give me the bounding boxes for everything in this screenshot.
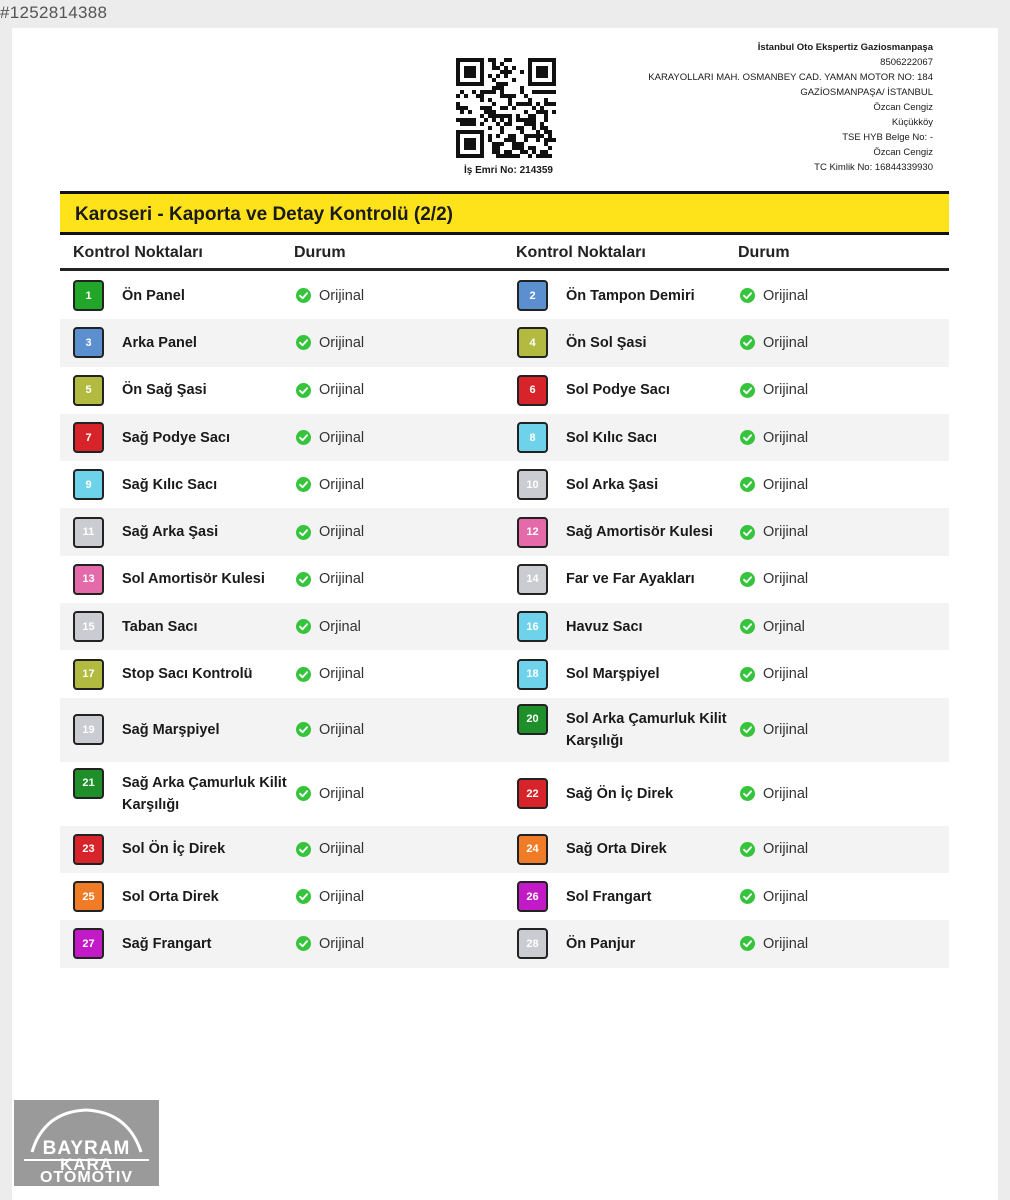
table-row <box>60 826 949 873</box>
company-phone: 8506222067 <box>880 57 933 68</box>
control-point-label: Sol Orta Direk <box>122 888 219 905</box>
table-row <box>60 319 949 366</box>
status-cell <box>740 332 808 354</box>
point-number-badge: 15 <box>73 611 104 642</box>
point-number-badge: 22 <box>517 778 548 809</box>
table-row <box>60 920 949 967</box>
control-point-label: Sol Amortisör Kulesi <box>122 571 265 588</box>
status-cell <box>296 719 364 741</box>
check-circle-icon <box>740 430 755 445</box>
check-circle-icon <box>296 572 311 587</box>
control-point-label: Sağ Frangart <box>122 935 212 952</box>
header-points-right: Kontrol Noktaları <box>516 244 646 261</box>
control-point-label: Sol Marşpiyel <box>566 666 660 683</box>
point-number-badge: 27 <box>73 928 104 959</box>
check-circle-icon <box>296 477 311 492</box>
check-circle-icon <box>740 572 755 587</box>
point-number-badge: 4 <box>517 327 548 358</box>
status-label: Orijinal <box>319 429 365 446</box>
status-label: Orijinal <box>763 287 809 304</box>
status-cell <box>296 933 364 955</box>
status-cell <box>296 427 364 449</box>
control-point-label: Taban Sacı <box>122 618 198 635</box>
control-point-label: Stop Sacı Kontrolü <box>122 666 253 683</box>
table-row <box>60 873 949 920</box>
company-certificate: TSE HYB Belge No: - <box>842 132 933 143</box>
status-label: Orijinal <box>319 524 365 541</box>
check-circle-icon <box>296 889 311 904</box>
status-cell <box>296 616 361 638</box>
check-circle-icon <box>740 786 755 801</box>
control-point-label: Sol Podye Sacı <box>566 382 670 399</box>
table-row <box>60 650 949 697</box>
status-cell <box>296 285 364 307</box>
control-point-label: Arka Panel <box>122 334 197 351</box>
control-point-label: Sağ Marşpiyel <box>122 721 220 738</box>
point-number-badge: 7 <box>73 422 104 453</box>
status-cell <box>296 521 364 543</box>
status-cell <box>740 783 808 805</box>
check-circle-icon <box>740 667 755 682</box>
point-number-badge: 11 <box>73 517 104 548</box>
control-point-label: Sol Kılıc Sacı <box>566 429 658 446</box>
check-circle-icon <box>740 335 755 350</box>
header-divider <box>60 268 949 271</box>
qr-code <box>456 58 556 158</box>
control-point-label: Sağ Kılıc Sacı <box>122 476 218 493</box>
point-number-badge: 25 <box>73 881 104 912</box>
status-label: Orijinal <box>763 666 809 683</box>
point-number-badge: 3 <box>73 327 104 358</box>
point-number-badge: 13 <box>73 564 104 595</box>
status-cell <box>740 427 808 449</box>
check-circle-icon <box>740 889 755 904</box>
control-point-label: Ön Panjur <box>566 935 636 952</box>
status-cell <box>740 886 808 908</box>
company-district: GAZİOSMANPAŞA/ İSTANBUL <box>800 87 933 98</box>
check-circle-icon <box>296 936 311 951</box>
point-number-badge: 28 <box>517 928 548 959</box>
status-label: Orijinal <box>763 334 809 351</box>
check-circle-icon <box>296 667 311 682</box>
status-cell <box>740 379 808 401</box>
point-number-badge: 14 <box>517 564 548 595</box>
check-circle-icon <box>296 722 311 737</box>
check-circle-icon <box>296 335 311 350</box>
company-address: KARAYOLLARI MAH. OSMANBEY CAD. YAMAN MOTOR NO: 184 <box>648 72 933 83</box>
status-label: Orijinal <box>319 666 365 683</box>
point-number-badge: 17 <box>73 659 104 690</box>
check-circle-icon <box>740 288 755 303</box>
control-point-label: Ön Panel <box>122 287 185 304</box>
check-circle-icon <box>740 477 755 492</box>
status-cell <box>296 379 364 401</box>
status-label: Orijinal <box>763 382 809 399</box>
control-point-label: Sağ Arka Şasi <box>122 524 219 541</box>
control-point-label: Sol Ön İç Direk <box>122 841 226 858</box>
control-point-label: Ön Tampon Demiri <box>566 287 695 304</box>
status-label: Orjinal <box>763 618 805 635</box>
logo-line-1: BAYRAM <box>42 1138 131 1159</box>
control-point-label: Sağ Amortisör Kulesi <box>566 524 713 541</box>
status-label: Orijinal <box>319 935 365 952</box>
status-label: Orijinal <box>319 841 365 858</box>
status-cell <box>740 616 805 638</box>
control-point-label: Sağ Podye Sacı <box>122 429 230 446</box>
check-circle-icon <box>740 619 755 634</box>
status-label: Orjinal <box>319 618 361 635</box>
watermark-logo <box>14 1100 159 1186</box>
control-point-label: Sağ Orta Direk <box>566 841 667 858</box>
point-number-badge: 9 <box>73 469 104 500</box>
section-title: Karoseri - Kaporta ve Detay Kontrolü (2/2) <box>75 204 453 225</box>
check-circle-icon <box>296 430 311 445</box>
status-label: Orijinal <box>763 429 809 446</box>
control-point-label: Sol Arka Çamurluk Kilit Karşılığı <box>566 710 727 749</box>
header-status-left: Durum <box>294 244 346 261</box>
point-number-badge: 23 <box>73 834 104 865</box>
point-number-badge: 12 <box>517 517 548 548</box>
point-number-badge: 19 <box>73 714 104 745</box>
status-label: Orijinal <box>319 721 365 738</box>
point-number-badge: 24 <box>517 834 548 865</box>
table-row <box>60 414 949 461</box>
point-number-badge: 6 <box>517 375 548 406</box>
status-cell <box>740 474 808 496</box>
status-label: Orijinal <box>763 721 809 738</box>
table-row <box>60 603 949 650</box>
status-cell <box>740 521 808 543</box>
point-number-badge: 20 <box>517 704 548 735</box>
status-cell <box>740 933 808 955</box>
check-circle-icon <box>296 842 311 857</box>
status-cell <box>740 568 808 590</box>
header-points-left: Kontrol Noktaları <box>73 244 203 261</box>
status-cell <box>740 663 808 685</box>
status-cell <box>740 838 808 860</box>
table-row <box>60 556 949 603</box>
status-label: Orijinal <box>763 888 809 905</box>
check-circle-icon <box>740 842 755 857</box>
company-contact: Özcan Cengiz <box>873 102 933 113</box>
status-label: Orijinal <box>319 382 365 399</box>
control-point-label: Sağ Arka Çamurluk Kilit Karşılığı <box>122 774 287 813</box>
table-row <box>60 367 949 414</box>
status-label: Orijinal <box>319 785 365 802</box>
status-cell <box>296 783 364 805</box>
check-circle-icon <box>740 936 755 951</box>
table-row <box>60 508 949 555</box>
table-row <box>60 461 949 508</box>
check-circle-icon <box>740 525 755 540</box>
header-status-right: Durum <box>738 244 790 261</box>
status-cell <box>296 568 364 590</box>
point-number-badge: 21 <box>73 768 104 799</box>
logo-line-2: KARA <box>59 1155 114 1174</box>
section-title-bar <box>60 191 949 235</box>
table-row <box>60 762 949 826</box>
control-point-label: Ön Sol Şasi <box>566 334 647 351</box>
company-contact-2: Özcan Cengiz <box>873 147 933 158</box>
control-points-table <box>60 272 949 968</box>
control-point-label: Havuz Sacı <box>566 618 643 635</box>
point-number-badge: 18 <box>517 659 548 690</box>
point-number-badge: 26 <box>517 881 548 912</box>
check-circle-icon <box>296 383 311 398</box>
check-circle-icon <box>296 288 311 303</box>
status-cell <box>296 663 364 685</box>
check-circle-icon <box>296 786 311 801</box>
point-number-badge: 5 <box>73 375 104 406</box>
status-label: Orijinal <box>319 476 365 493</box>
job-number: İş Emri No: 214359 <box>464 165 553 176</box>
status-label: Orijinal <box>763 571 809 588</box>
page-id: #1252814388 <box>0 3 108 22</box>
point-number-badge: 1 <box>73 280 104 311</box>
status-cell <box>296 838 364 860</box>
status-cell <box>740 285 808 307</box>
check-circle-icon <box>296 619 311 634</box>
control-point-label: Ön Sağ Şasi <box>122 382 207 399</box>
check-circle-icon <box>296 525 311 540</box>
status-label: Orijinal <box>319 334 365 351</box>
status-label: Orijinal <box>763 476 809 493</box>
status-label: Orijinal <box>763 524 809 541</box>
check-circle-icon <box>740 383 755 398</box>
status-label: Orijinal <box>763 785 809 802</box>
company-area: Küçükköy <box>891 117 933 128</box>
status-label: Orijinal <box>319 888 365 905</box>
status-label: Orijinal <box>319 287 365 304</box>
table-row <box>60 698 949 762</box>
status-cell <box>296 886 364 908</box>
point-number-badge: 2 <box>517 280 548 311</box>
point-number-badge: 8 <box>517 422 548 453</box>
control-point-label: Far ve Far Ayakları <box>566 571 695 588</box>
company-name: İstanbul Oto Ekspertiz Gaziosmanpaşa <box>757 42 933 53</box>
status-cell <box>296 474 364 496</box>
status-cell <box>296 332 364 354</box>
company-info <box>648 40 933 175</box>
status-label: Orijinal <box>319 571 365 588</box>
logo-line-3: OTOMOTIV <box>39 1169 134 1186</box>
control-point-label: Sağ Ön İç Direk <box>566 785 674 802</box>
control-point-label: Sol Frangart <box>566 888 652 905</box>
status-label: Orijinal <box>763 935 809 952</box>
control-point-label: Sol Arka Şasi <box>566 476 659 493</box>
check-circle-icon <box>740 722 755 737</box>
point-number-badge: 10 <box>517 469 548 500</box>
company-id-number: TC Kimlik No: 16844339930 <box>814 162 933 173</box>
table-row <box>60 272 949 319</box>
status-label: Orijinal <box>763 841 809 858</box>
point-number-badge: 16 <box>517 611 548 642</box>
status-cell <box>740 719 808 741</box>
